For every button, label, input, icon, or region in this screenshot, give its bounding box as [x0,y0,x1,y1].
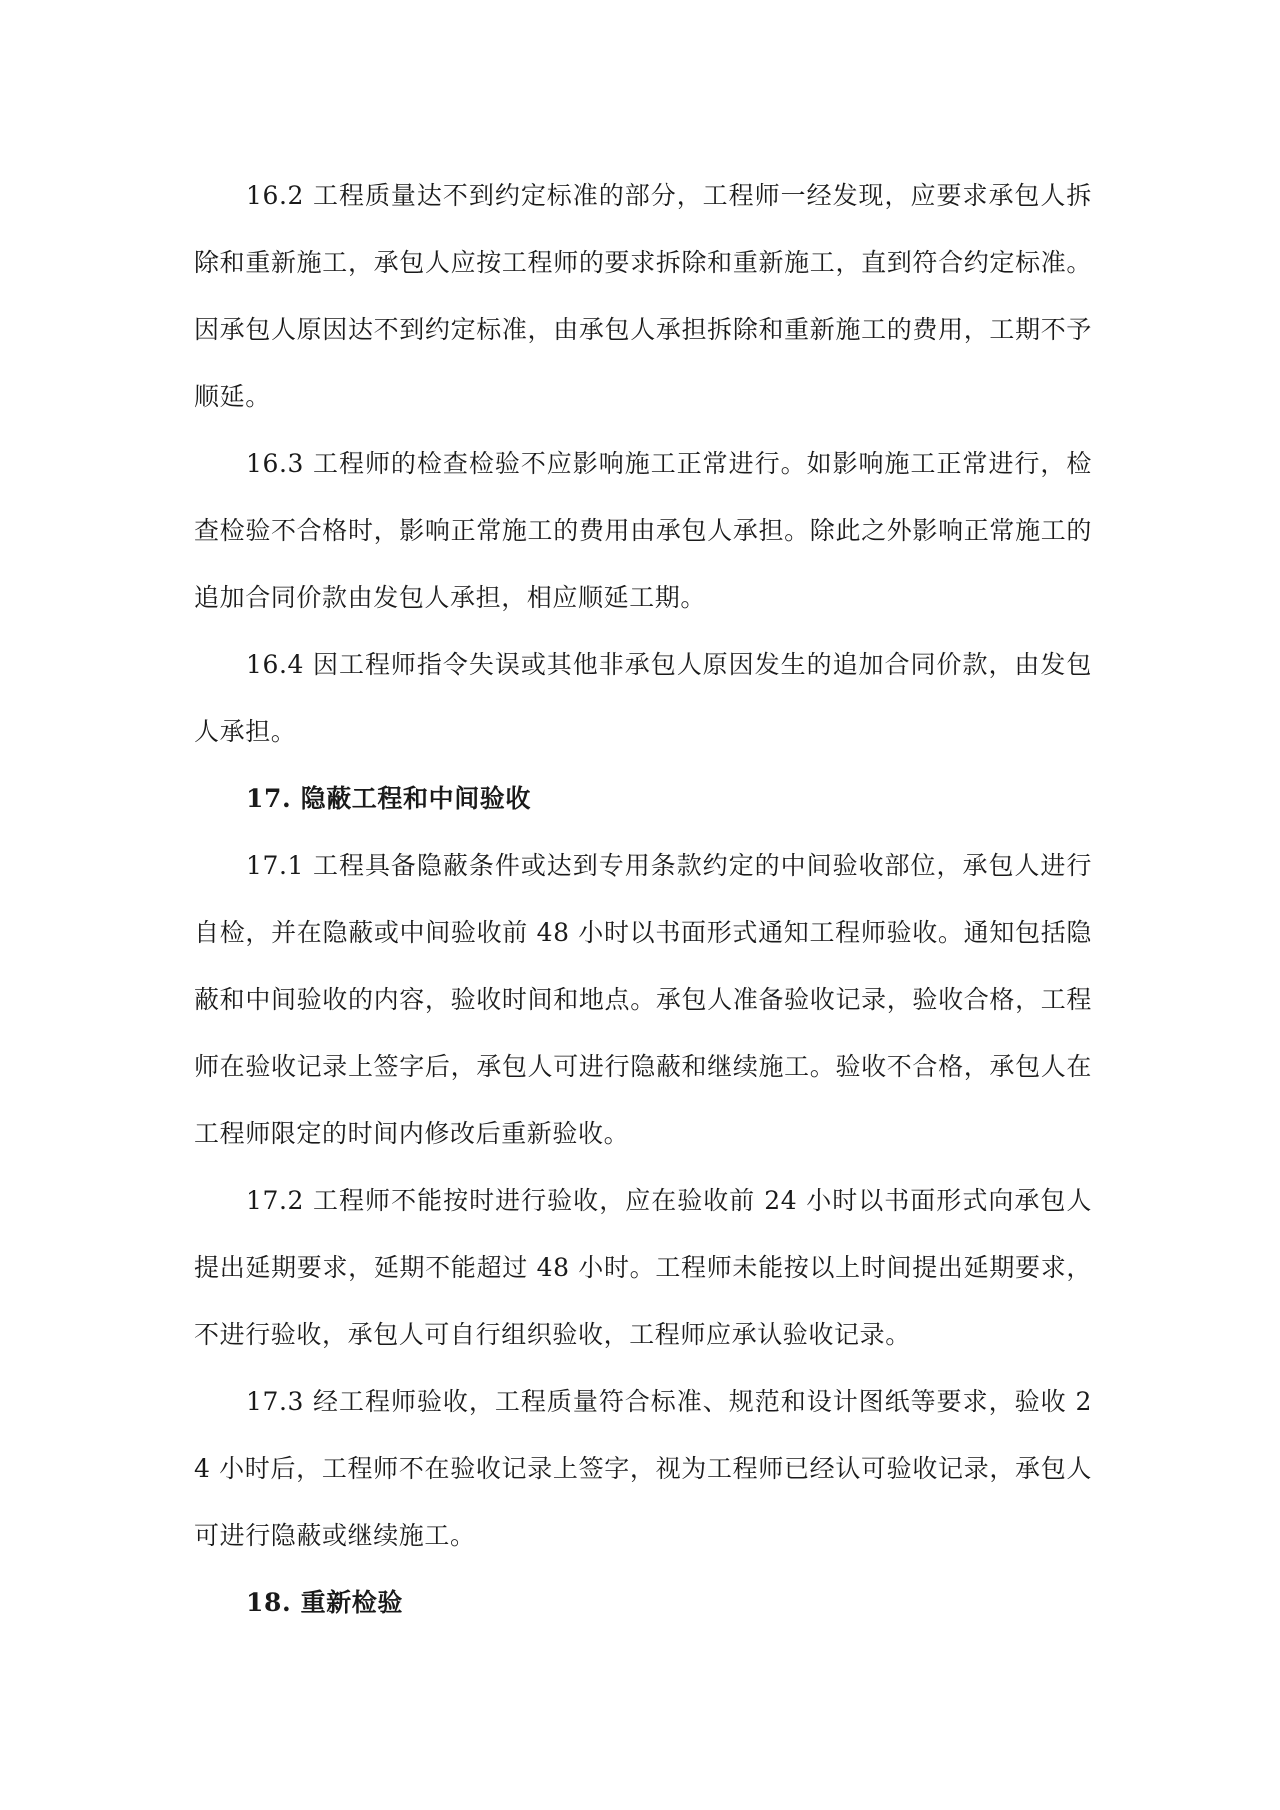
clause-16-2: 16.2 工程质量达不到约定标准的部分，工程师一经发现，应要求承包人拆除和重新施工，承包人应按工程师的要求拆除和重新施工，直到符合约定标准。因承包人原因达不到约定标准，由承包人承担拆除和重新施工的费用，工期不予顺延。 [194,181,1092,411]
section-heading-18: 18. 重新检验 [246,1588,403,1617]
clause-17-3: 17.3 经工程师验收，工程质量符合标准、规范和设计图纸等要求，验收 24 小时后，工程师不在验收记录上签字，视为工程师已经认可验收记录，承包人可进行隐蔽或继续施工。 [194,1387,1092,1550]
clause-16-3: 16.3 工程师的检查检验不应影响施工正常进行。如影响施工正常进行，检查检验不合格时，影响正常施工的费用由承包人承担。除此之外影响正常施工的追加合同价款由发包人承担，相应顺延工期。 [194,449,1092,612]
clause-17-2: 17.2 工程师不能按时进行验收，应在验收前 24 小时以书面形式向承包人提出延期要求，延期不能超过 48 小时。工程师未能按以上时间提出延期要求，不进行验收，承包人可自行组织验收，工程师应承认验收记录。 [194,1186,1092,1349]
clause-17-1: 17.1 工程具备隐蔽条件或达到专用条款约定的中间验收部位，承包人进行自检，并在隐蔽或中间验收前 48 小时以书面形式通知工程师验收。通知包括隐蔽和中间验收的内容，验收时间和地点。承包人准备验收记录，验收合格，工程师在验收记录上签字后，承包人可进行隐蔽和继续施工。验收不合格，承包人在工程师限定的时间内修改后重新验收。 [194,851,1092,1148]
document-page [194,162,1092,1636]
clause-16-4: 16.4 因工程师指令失误或其他非承包人原因发生的追加合同价款，由发包人承担。 [194,650,1092,746]
section-heading-17: 17. 隐蔽工程和中间验收 [246,784,531,813]
